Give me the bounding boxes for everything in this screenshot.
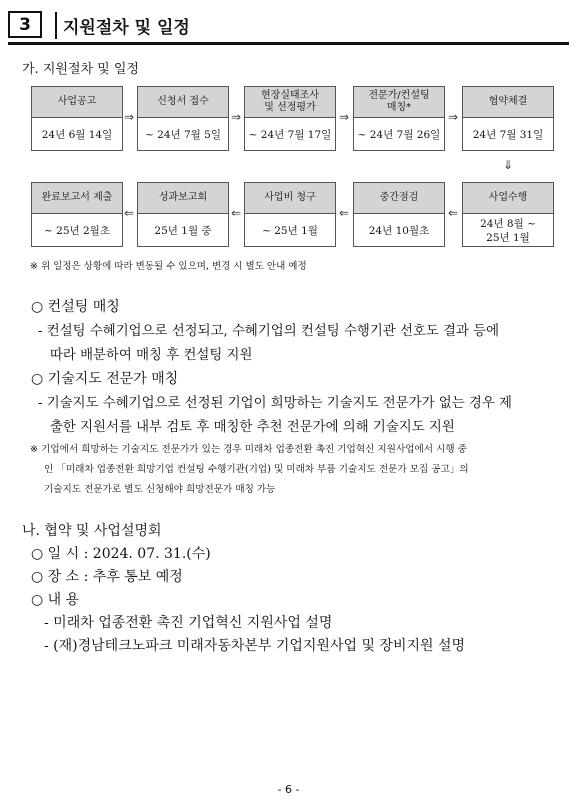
step-name: 사업공고 (32, 87, 122, 118)
arrow-right-icon: ⇒ (339, 110, 350, 124)
event-content-item-2: - (재)경남테크노파크 미래자동차본부 기업지원사업 및 장비지원 설명 (44, 638, 466, 654)
step-date: ~ 25년 2월초 (44, 225, 110, 237)
section-number: 3 (8, 11, 42, 38)
step-box (137, 86, 229, 151)
step-date: ~ 24년 7월 17일 (248, 129, 332, 141)
note-line-2: 인 「미래차 업종전환 희망기업 컨설팅 수행기관(기업) 및 미래차 부품 기술지도 전문가 모집 공고」의 (44, 464, 469, 475)
step-box (462, 86, 554, 151)
step-box (137, 182, 229, 247)
step-box (31, 86, 123, 151)
header-rule (8, 42, 569, 45)
consulting-line-1: - 컨설팅 수혜기업으로 선정되고, 수혜기업의 컨설팅 수행기관 선호도 결과 등에 (38, 324, 500, 339)
step-date: 25년 1월 중 (154, 225, 212, 237)
note-line-1: ※ 기업에서 희망하는 기술지도 전문가가 있는 경우 미래차 업종전환 촉진 기업혁신 지원사업에서 시행 중 (30, 444, 467, 455)
step-box (244, 182, 336, 247)
event-content-label: ○ 내 용 (31, 592, 80, 608)
step-box (31, 182, 123, 247)
step-date: ~ 25년 1월 (262, 225, 318, 237)
note-line-3: 기술지도 전문가로 별도 신청해야 희망전문가 매칭 가능 (44, 484, 276, 495)
step-name: 사업수행 (463, 183, 553, 214)
arrow-left-icon: ⇐ (339, 206, 350, 220)
step-date: ~ 24년 7월 5일 (145, 129, 221, 141)
step-date: 24년 8월 ~ 25년 1월 (480, 218, 536, 244)
arrow-right-icon: ⇒ (124, 110, 135, 124)
consulting-title: ○ 컨설팅 매칭 (31, 299, 120, 315)
tech-line-1: - 기술지도 수혜기업으로 선정된 기업이 희망하는 기술지도 전문가가 없는 경우 제 (38, 396, 512, 411)
step-box (462, 182, 554, 247)
step-name: 성과보고회 (138, 183, 228, 214)
step-box (244, 86, 336, 151)
section-a-title: 가. 지원절차 및 일정 (22, 62, 139, 77)
step-name: 완료보고서 제출 (32, 183, 122, 214)
page-number: - 6 - (277, 783, 300, 796)
schedule-note: ※ 위 일정은 상황에 따라 변동될 수 있으며, 변경 시 별도 안내 예정 (30, 261, 307, 272)
event-content-item-1: - 미래차 업종전환 촉진 기업혁신 지원사업 설명 (44, 615, 333, 631)
step-name: 현장실태조사 및 선정평가 (245, 87, 335, 118)
step-name: 사업비 청구 (245, 183, 335, 214)
arrow-left-icon: ⇐ (124, 206, 135, 220)
event-date: ○ 일 시 : 2024. 07. 31.(수) (31, 546, 211, 562)
section-title: 지원절차 및 일정 (55, 12, 190, 39)
step-date: 24년 10월초 (368, 225, 430, 237)
section-b-title: 나. 협약 및 사업설명회 (22, 523, 162, 539)
event-place: ○ 장 소 : 추후 통보 예정 (31, 569, 183, 585)
arrow-right-icon: ⇒ (231, 110, 242, 124)
step-box (353, 86, 445, 151)
step-name: 중간점검 (354, 183, 444, 214)
tech-title: ○ 기술지도 전문가 매칭 (31, 371, 179, 387)
consulting-line-2: 따라 배분하여 매칭 후 컨설팅 지원 (50, 348, 253, 363)
arrow-down-icon: ⇓ (503, 158, 514, 172)
arrow-right-icon: ⇒ (448, 110, 459, 124)
step-date: ~ 24년 7월 26일 (357, 129, 441, 141)
tech-line-2: 출한 지원서를 내부 검토 후 매칭한 추천 전문가에 의해 기술지도 지원 (50, 420, 455, 435)
step-box (353, 182, 445, 247)
step-date: 24년 6월 14일 (41, 129, 113, 141)
step-name: 전문가/컨설팅 매칭* (354, 87, 444, 118)
arrow-left-icon: ⇐ (448, 206, 459, 220)
step-name: 협약체결 (463, 87, 553, 118)
arrow-left-icon: ⇐ (231, 206, 242, 220)
step-date: 24년 7월 31일 (472, 129, 544, 141)
step-name: 신청서 접수 (138, 87, 228, 118)
